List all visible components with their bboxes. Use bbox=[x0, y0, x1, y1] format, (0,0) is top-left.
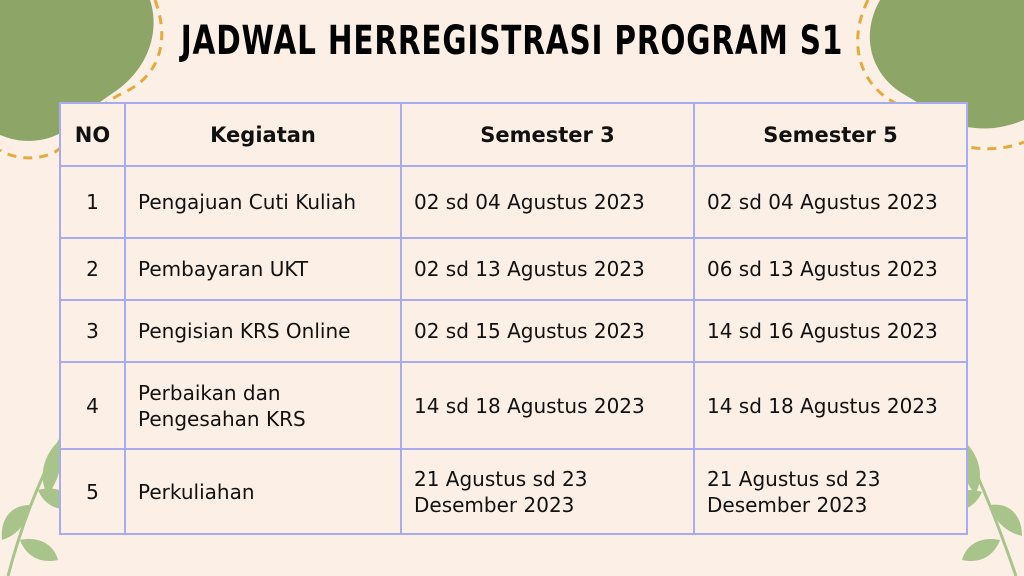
row-number: 5 bbox=[60, 449, 125, 534]
semester-5-date: 14 sd 18 Agustus 2023 bbox=[694, 362, 967, 449]
semester-5-date: 02 sd 04 Agustus 2023 bbox=[694, 166, 967, 238]
activity-cell: Perkuliahan bbox=[125, 449, 401, 534]
semester-3-date: 14 sd 18 Agustus 2023 bbox=[401, 362, 694, 449]
semester-5-date: 06 sd 13 Agustus 2023 bbox=[694, 238, 967, 300]
semester-3-date: 02 sd 13 Agustus 2023 bbox=[401, 238, 694, 300]
table-row bbox=[60, 362, 967, 449]
row-number: 2 bbox=[60, 238, 125, 300]
activity-cell: Pengajuan Cuti Kuliah bbox=[125, 166, 401, 238]
table-row bbox=[60, 166, 967, 238]
row-number: 3 bbox=[60, 300, 125, 362]
schedule-table bbox=[59, 102, 968, 535]
semester-3-date: 21 Agustus sd 23 Desember 2023 bbox=[401, 449, 694, 534]
semester-3-date: 02 sd 04 Agustus 2023 bbox=[401, 166, 694, 238]
page-title: JADWAL HERREGISTRASI PROGRAM S1 bbox=[180, 18, 844, 64]
semester-5-date: 14 sd 16 Agustus 2023 bbox=[694, 300, 967, 362]
header-no: NO bbox=[60, 103, 125, 166]
row-number: 4 bbox=[60, 362, 125, 449]
header-activity: Kegiatan bbox=[125, 103, 401, 166]
header-semester-3: Semester 3 bbox=[401, 103, 694, 166]
activity-cell: Perbaikan dan Pengesahan KRS bbox=[125, 362, 401, 449]
table-row bbox=[60, 300, 967, 362]
semester-3-date: 02 sd 15 Agustus 2023 bbox=[401, 300, 694, 362]
semester-5-date: 21 Agustus sd 23 Desember 2023 bbox=[694, 449, 967, 534]
header-semester-5: Semester 5 bbox=[694, 103, 967, 166]
table-row bbox=[60, 449, 967, 534]
row-number: 1 bbox=[60, 166, 125, 238]
table-row bbox=[60, 238, 967, 300]
activity-cell: Pengisian KRS Online bbox=[125, 300, 401, 362]
table-header-row bbox=[60, 103, 967, 166]
activity-cell: Pembayaran UKT bbox=[125, 238, 401, 300]
